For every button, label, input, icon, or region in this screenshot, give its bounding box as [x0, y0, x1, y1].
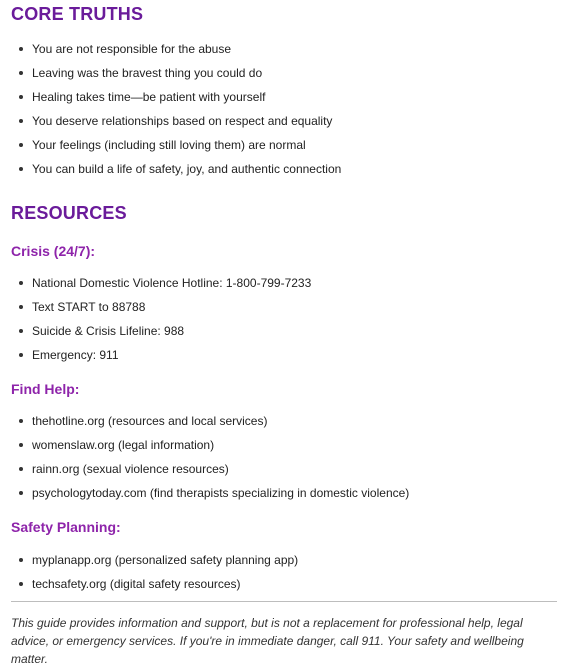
list-item: psychologytoday.com (find therapists specializing in domestic violence): [32, 486, 552, 500]
list-item: Suicide & Crisis Lifeline: 988: [32, 324, 552, 338]
list-item: You are not responsible for the abuse: [32, 42, 552, 56]
find-help-heading: Find Help:: [11, 381, 80, 397]
list-item: Emergency: 911: [32, 348, 552, 362]
list-item: womenslaw.org (legal information): [32, 438, 552, 452]
list-item: myplanapp.org (personalized safety planning app): [32, 553, 552, 567]
divider: [11, 601, 557, 602]
list-item: You deserve relationships based on respect and equality: [32, 114, 552, 128]
list-item: rainn.org (sexual violence resources): [32, 462, 552, 476]
crisis-list: [11, 276, 552, 362]
list-item: techsafety.org (digital safety resources): [32, 577, 552, 591]
resources-heading: RESOURCES: [11, 203, 127, 223]
list-item: Healing takes time—be patient with yourself: [32, 90, 552, 104]
safety-planning-heading: Safety Planning:: [11, 519, 121, 535]
core-truths-list: [11, 42, 552, 176]
list-item: Your feelings (including still loving them) are normal: [32, 138, 552, 152]
list-item: National Domestic Violence Hotline: 1-800-799-7233: [32, 276, 552, 290]
find-help-list: [11, 414, 552, 500]
safety-planning-list: [11, 553, 552, 591]
list-item: You can build a life of safety, joy, and authentic connection: [32, 162, 552, 176]
disclaimer-text: This guide provides information and support, but is not a replacement for professional help, legal advice, or emergency services. If you're in immediate danger, call 911. Your safety and wellbeing matter.: [11, 616, 524, 666]
list-item: Text START to 88788: [32, 300, 552, 314]
list-item: Leaving was the bravest thing you could do: [32, 66, 552, 80]
crisis-heading: Crisis (24/7):: [11, 243, 96, 259]
core-truths-heading: CORE TRUTHS: [11, 4, 144, 24]
list-item: thehotline.org (resources and local services): [32, 414, 552, 428]
